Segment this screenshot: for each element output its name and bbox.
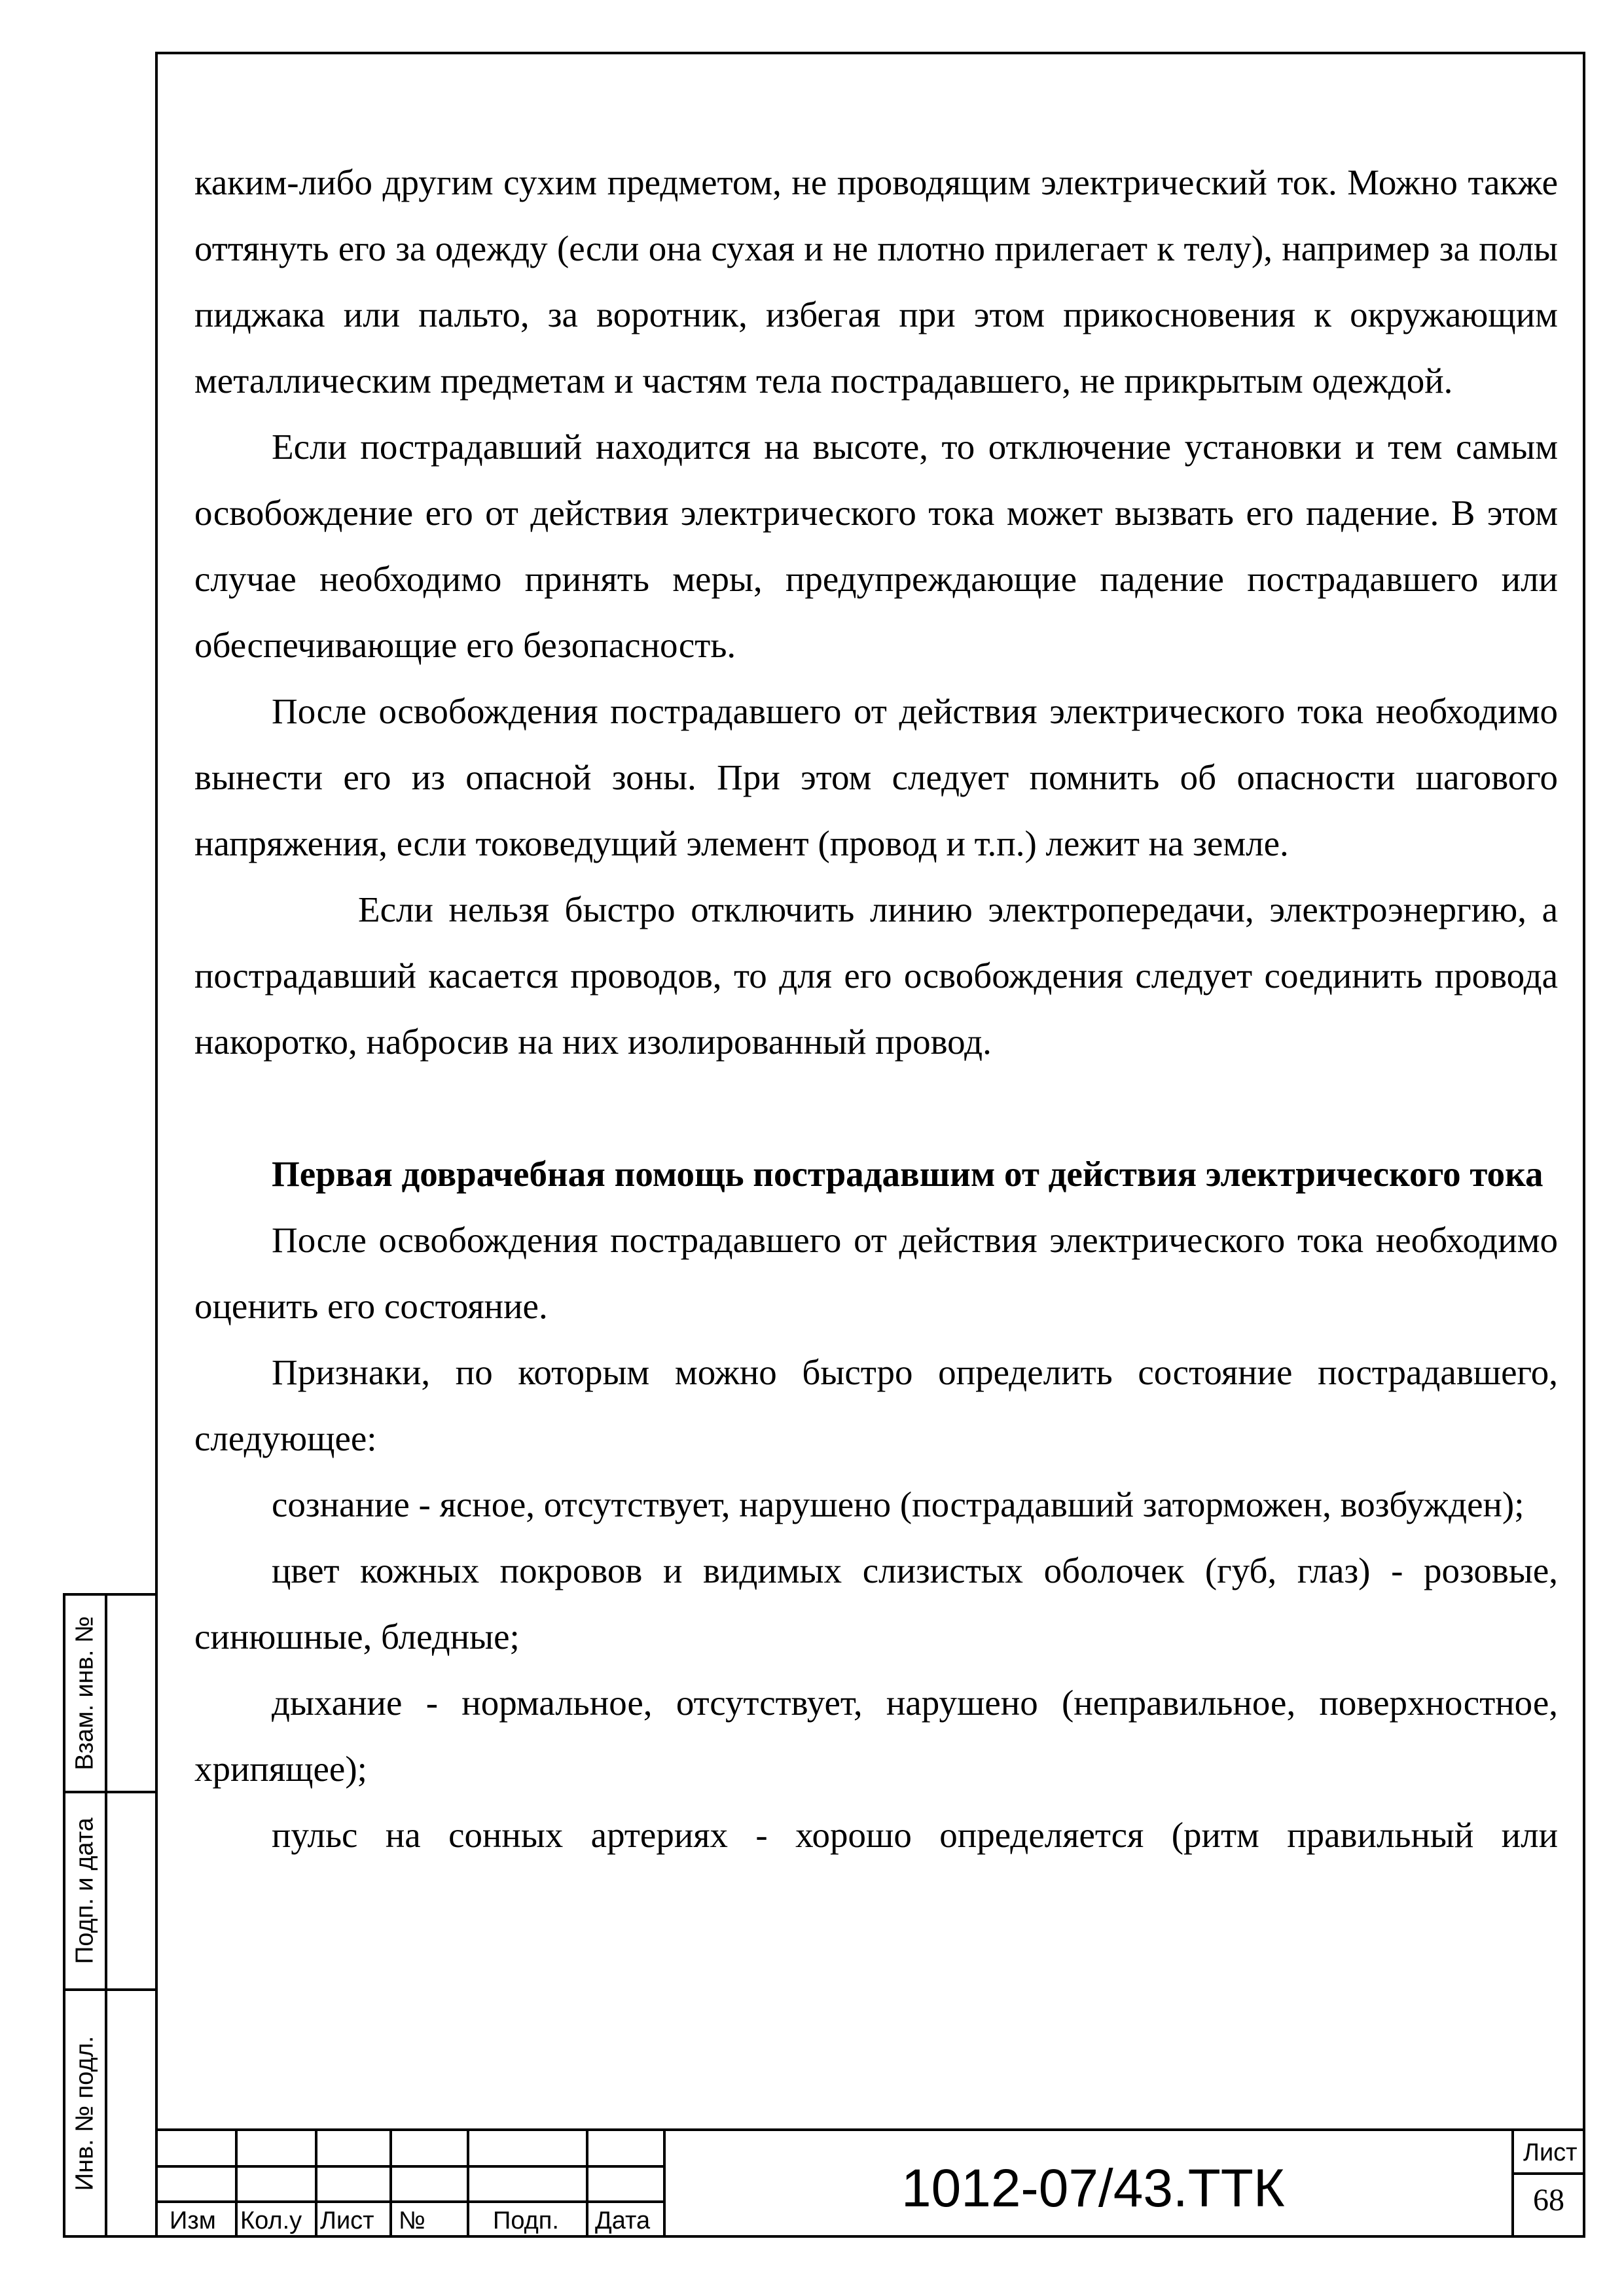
paragraph: После освобождения пострадавшего от действия электрического тока необходимо оценить его состояние. (194, 1220, 1558, 1326)
document-code: 1012-07/43.ТТК (901, 2159, 1285, 2218)
paragraph: Если пострадавший находится на высоте, то отключение установки и тем самым освобождение его от действия электрического тока может вызвать его падение. В этом случае необходимо принять меры, предупреждающие падение пострадавшего или обеспечивающие его безопасность. (194, 427, 1558, 665)
document-body (194, 149, 1558, 1868)
spacer (194, 1075, 1558, 1141)
stamp-label: Взам. инв. № (71, 1616, 99, 1770)
paragraph: После освобождения пострадавшего от действия электрического тока необходимо вынести его из опасной зоны. При этом следует помнить об опасности шагового напряжения, если токоведущий элемент (провод и т.п.) лежит на земле. (194, 691, 1558, 863)
stamp-podp-data (63, 1791, 155, 1991)
section-heading: Первая доврачебная помощь пострадавшим от действия электрического тока (272, 1154, 1543, 1194)
col-data: Дата (595, 2207, 651, 2234)
paragraph: Если нельзя быстро отключить линию электропередачи, электроэнергию, а пострадавший касается проводов, то для его освобождения следует соединить провода накоротко, набросив на них изолированный провод. (194, 889, 1558, 1062)
list-item: пульс на сонных артериях - хорошо определяется (ритм правильный или (272, 1815, 1558, 1855)
col-list: Лист (320, 2207, 374, 2234)
title-block (155, 2128, 1585, 2238)
stamp-label: Инв. № подл. (71, 2036, 99, 2191)
col-num: № (399, 2207, 425, 2234)
side-stamp-columns (63, 1593, 158, 2238)
stamp-vzam-inv (63, 1593, 155, 1793)
stamp-inv-podl (63, 1988, 155, 2238)
stamp-label: Подп. и дата (71, 1818, 99, 1964)
col-izm: Изм (170, 2207, 216, 2234)
list-item: дыхание - нормальное, отсутствует, нарушено (неправильное, поверхностное, хрипящее); (194, 1683, 1558, 1789)
col-kol: Кол.у (240, 2207, 302, 2234)
col-podp: Подп. (493, 2207, 559, 2234)
paragraph: каким-либо другим сухим предметом, не проводящим электрический ток. Можно также оттянуть его за одежду (если она сухая и не плотно прилегает к телу), например за полы пиджака или пальто, за воротник, избегая при этом прикосновения к окружающим металлическим предметам и частям тела пострадавшего, не прикрытым одеждой. (194, 162, 1558, 401)
list-item: цвет кожных покровов и видимых слизистых оболочек (губ, глаз) - розовые, синюшные, бледные; (194, 1551, 1558, 1657)
list-item: сознание - ясное, отсутствует, нарушено (пострадавший заторможен, возбужден); (272, 1484, 1525, 1524)
sheet-label: Лист (1523, 2139, 1578, 2166)
paragraph: Признаки, по которым можно быстро определить состояние пострадавшего, следующее: (194, 1352, 1558, 1458)
sheet-number: 68 (1533, 2183, 1564, 2217)
